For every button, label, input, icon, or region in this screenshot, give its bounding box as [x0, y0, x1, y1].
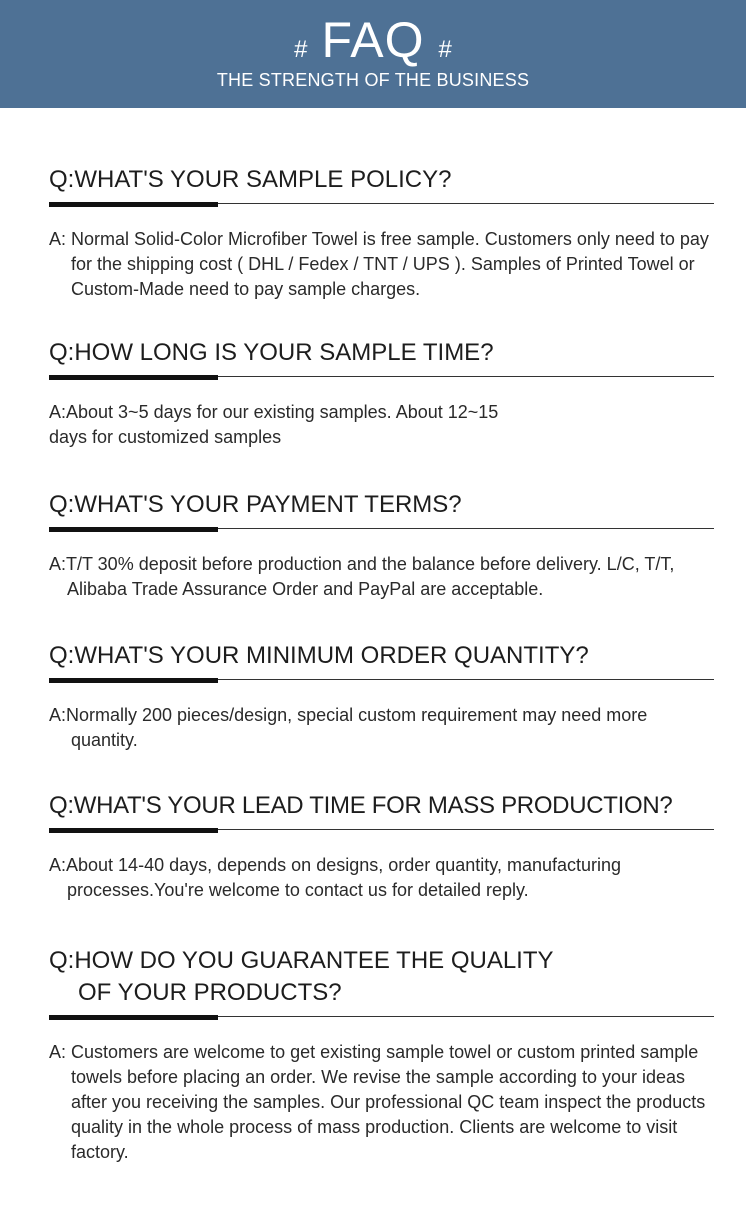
faq-answer-line: days for customized samples: [49, 427, 282, 447]
faq-question: Q:WHAT'S YOUR LEAD TIME FOR MASS PRODUCTION?: [49, 792, 673, 819]
faq-question-line: Q:HOW DO YOU GUARANTEE THE QUALITY: [49, 947, 554, 974]
faq-answer: [49, 400, 714, 450]
faq-answer: A: Customers are welcome to get existing sample towel or custom printed sample towels before placing an order. We revise the sample according to your ideas after you receiving the samples. Our professional QC team inspect the products quality in the whole process of mass production. Clients are welcome to visit factory.: [49, 1042, 706, 1162]
faq-question: Q:WHAT'S YOUR SAMPLE POLICY?: [49, 166, 452, 193]
hash-left: #: [294, 36, 308, 63]
page-subtitle: THE STRENGTH OF THE BUSINESS: [216, 70, 530, 90]
faq-item-lead-time: [49, 790, 714, 903]
question-divider: [49, 678, 714, 683]
question-divider: [49, 375, 714, 380]
faq-answer: A:Normally 200 pieces/design, special custom requirement may need more quantity.: [49, 705, 648, 750]
faq-answer: A: Normal Solid-Color Microfiber Towel is free sample. Customers only need to pay for the shipping cost ( DHL / Fedex / TNT / UPS ). Samples of Printed Towel or Custom-Made need to pay sample charges.: [49, 229, 709, 299]
question-divider: [49, 202, 714, 207]
faq-header-banner: [0, 0, 746, 108]
faq-item-sample-time: [49, 337, 714, 450]
faq-item-quality-guarantee: [49, 945, 714, 1165]
faq-answer: A:T/T 30% deposit before production and the balance before delivery. L/C, T/T, Alibaba Trade Assurance Order and PayPal are acceptable.: [49, 554, 675, 599]
faq-item-payment-terms: [49, 489, 714, 602]
question-divider: [49, 1015, 714, 1020]
faq-answer: A:About 14-40 days, depends on designs, order quantity, manufacturing processes.You're welcome to contact us for detailed reply.: [49, 855, 622, 900]
hash-right: #: [438, 36, 452, 63]
faq-question: Q:WHAT'S YOUR MINIMUM ORDER QUANTITY?: [49, 642, 589, 669]
faq-question-line: OF YOUR PRODUCTS?: [78, 979, 342, 1006]
question-divider: [49, 828, 714, 833]
page-title: FAQ: [321, 12, 425, 68]
question-divider: [49, 527, 714, 532]
faq-question: Q:WHAT'S YOUR PAYMENT TERMS?: [49, 491, 462, 518]
faq-question: Q:HOW LONG IS YOUR SAMPLE TIME?: [49, 339, 494, 366]
faq-question: [49, 945, 714, 1009]
faq-item-minimum-order: [49, 640, 714, 753]
header-title-row: [0, 10, 746, 70]
faq-answer-line: A:About 3~5 days for our existing samples. About 12~15: [49, 402, 499, 422]
faq-item-sample-policy: [49, 164, 714, 302]
